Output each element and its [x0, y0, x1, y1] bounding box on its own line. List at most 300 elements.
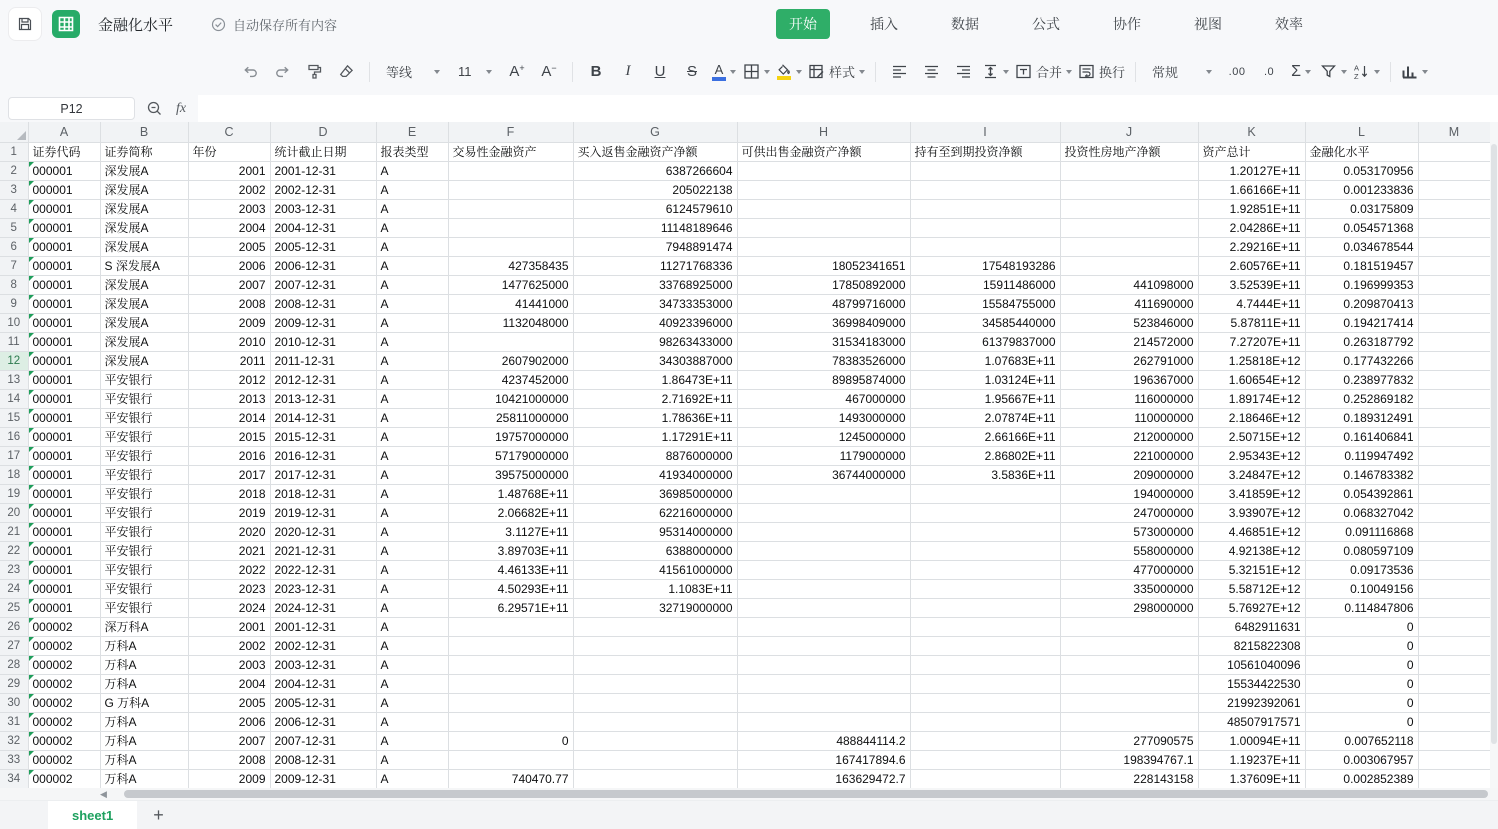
cell-J3[interactable] — [1060, 180, 1198, 199]
cell-M11[interactable] — [1418, 332, 1490, 351]
cell-A31[interactable]: 000002 — [28, 712, 100, 731]
cell-D4[interactable]: 2003-12-31 — [270, 199, 376, 218]
cell-D30[interactable]: 2005-12-31 — [270, 693, 376, 712]
cell-L14[interactable]: 0.252869182 — [1305, 389, 1418, 408]
sheet-tab-sheet1[interactable]: sheet1 — [48, 801, 137, 829]
cell-C29[interactable]: 2004 — [188, 674, 270, 693]
cell-G7[interactable]: 11271768336 — [573, 256, 737, 275]
cell-B25[interactable]: 平安银行 — [100, 598, 188, 617]
cell-A12[interactable]: 000001 — [28, 351, 100, 370]
cell-L28[interactable]: 0 — [1305, 655, 1418, 674]
cell-H9[interactable]: 48799716000 — [737, 294, 910, 313]
cell-H22[interactable] — [737, 541, 910, 560]
cell-I14[interactable]: 1.95667E+11 — [910, 389, 1060, 408]
cell-E22[interactable]: A — [376, 541, 448, 560]
cell-G27[interactable] — [573, 636, 737, 655]
cell-G18[interactable]: 41934000000 — [573, 465, 737, 484]
cell-L8[interactable]: 0.196999353 — [1305, 275, 1418, 294]
cell-L29[interactable]: 0 — [1305, 674, 1418, 693]
cell-G34[interactable] — [573, 769, 737, 788]
autosum-button[interactable]: Σ — [1288, 59, 1314, 85]
cell-J15[interactable]: 110000000 — [1060, 408, 1198, 427]
cell-A7[interactable]: 000001 — [28, 256, 100, 275]
cell-G8[interactable]: 33768925000 — [573, 275, 737, 294]
cell-J20[interactable]: 247000000 — [1060, 503, 1198, 522]
cell-C21[interactable]: 2020 — [188, 522, 270, 541]
cell-A27[interactable]: 000002 — [28, 636, 100, 655]
strikethrough-button[interactable]: S — [686, 63, 697, 80]
cell-G16[interactable]: 1.17291E+11 — [573, 427, 737, 446]
cell-B9[interactable]: 深发展A — [100, 294, 188, 313]
cell-K31[interactable]: 48507917571 — [1198, 712, 1305, 731]
cell-L13[interactable]: 0.238977832 — [1305, 370, 1418, 389]
cell-D28[interactable]: 2003-12-31 — [270, 655, 376, 674]
cell-A1[interactable]: 证券代码 — [28, 142, 100, 161]
cell-I22[interactable] — [910, 541, 1060, 560]
number-format-select[interactable]: 常规 — [1146, 59, 1218, 85]
cell-L11[interactable]: 0.263187792 — [1305, 332, 1418, 351]
cell-G2[interactable]: 6387266604 — [573, 161, 737, 180]
cell-G28[interactable] — [573, 655, 737, 674]
column-header-A[interactable]: A — [28, 122, 100, 142]
cell-G33[interactable] — [573, 750, 737, 769]
cell-E8[interactable]: A — [376, 275, 448, 294]
cell-I7[interactable]: 17548193286 — [910, 256, 1060, 275]
font-color-button[interactable]: A — [711, 59, 737, 85]
cell-E14[interactable]: A — [376, 389, 448, 408]
cell-L19[interactable]: 0.054392861 — [1305, 484, 1418, 503]
row-header-3[interactable]: 3 — [0, 180, 28, 199]
decrease-font-button[interactable]: A − — [541, 62, 557, 80]
cell-K30[interactable]: 21992392061 — [1198, 693, 1305, 712]
cell-A18[interactable]: 000001 — [28, 465, 100, 484]
cell-G26[interactable] — [573, 617, 737, 636]
cell-H21[interactable] — [737, 522, 910, 541]
cell-I6[interactable] — [910, 237, 1060, 256]
cell-M22[interactable] — [1418, 541, 1490, 560]
cell-J14[interactable]: 116000000 — [1060, 389, 1198, 408]
cell-H16[interactable]: 1245000000 — [737, 427, 910, 446]
cell-C22[interactable]: 2021 — [188, 541, 270, 560]
row-header-31[interactable]: 31 — [0, 712, 28, 731]
cell-H12[interactable]: 78383526000 — [737, 351, 910, 370]
cell-J27[interactable] — [1060, 636, 1198, 655]
cell-J33[interactable]: 198394767.1 — [1060, 750, 1198, 769]
cell-M13[interactable] — [1418, 370, 1490, 389]
cell-H20[interactable] — [737, 503, 910, 522]
cell-B26[interactable]: 深万科A — [100, 617, 188, 636]
cell-D24[interactable]: 2023-12-31 — [270, 579, 376, 598]
cell-F21[interactable]: 3.1127E+11 — [448, 522, 573, 541]
cell-D10[interactable]: 2009-12-31 — [270, 313, 376, 332]
add-sheet-button[interactable]: + — [153, 805, 164, 825]
cell-F7[interactable]: 427358435 — [448, 256, 573, 275]
cell-I18[interactable]: 3.5836E+11 — [910, 465, 1060, 484]
increase-decimal-button[interactable]: .00 — [1228, 65, 1246, 78]
cell-K2[interactable]: 1.20127E+11 — [1198, 161, 1305, 180]
cell-F4[interactable] — [448, 199, 573, 218]
cell-B2[interactable]: 深发展A — [100, 161, 188, 180]
cell-J10[interactable]: 523846000 — [1060, 313, 1198, 332]
cell-K32[interactable]: 1.00094E+11 — [1198, 731, 1305, 750]
cell-D5[interactable]: 2004-12-31 — [270, 218, 376, 237]
cell-G22[interactable]: 6388000000 — [573, 541, 737, 560]
cell-B29[interactable]: 万科A — [100, 674, 188, 693]
cell-K4[interactable]: 1.92851E+11 — [1198, 199, 1305, 218]
cell-B14[interactable]: 平安银行 — [100, 389, 188, 408]
cell-G11[interactable]: 98263433000 — [573, 332, 737, 351]
cell-B10[interactable]: 深发展A — [100, 313, 188, 332]
row-header-4[interactable]: 4 — [0, 199, 28, 218]
cell-I33[interactable] — [910, 750, 1060, 769]
cell-E17[interactable]: A — [376, 446, 448, 465]
cell-M28[interactable] — [1418, 655, 1490, 674]
column-header-E[interactable]: E — [376, 122, 448, 142]
cell-C27[interactable]: 2002 — [188, 636, 270, 655]
row-header-22[interactable]: 22 — [0, 541, 28, 560]
cell-K26[interactable]: 6482911631 — [1198, 617, 1305, 636]
cell-E24[interactable]: A — [376, 579, 448, 598]
row-header-28[interactable]: 28 — [0, 655, 28, 674]
cell-B33[interactable]: 万科A — [100, 750, 188, 769]
cell-M12[interactable] — [1418, 351, 1490, 370]
cell-G20[interactable]: 62216000000 — [573, 503, 737, 522]
cell-B31[interactable]: 万科A — [100, 712, 188, 731]
cell-E21[interactable]: A — [376, 522, 448, 541]
cell-L4[interactable]: 0.03175809 — [1305, 199, 1418, 218]
cell-D6[interactable]: 2005-12-31 — [270, 237, 376, 256]
cell-M24[interactable] — [1418, 579, 1490, 598]
cell-C2[interactable]: 2001 — [188, 161, 270, 180]
cell-M17[interactable] — [1418, 446, 1490, 465]
cell-M27[interactable] — [1418, 636, 1490, 655]
cell-K12[interactable]: 1.25818E+12 — [1198, 351, 1305, 370]
cell-D13[interactable]: 2012-12-31 — [270, 370, 376, 389]
cell-J8[interactable]: 441098000 — [1060, 275, 1198, 294]
cell-J18[interactable]: 209000000 — [1060, 465, 1198, 484]
cell-B8[interactable]: 深发展A — [100, 275, 188, 294]
cell-M16[interactable] — [1418, 427, 1490, 446]
cell-D11[interactable]: 2010-12-31 — [270, 332, 376, 351]
column-header-K[interactable]: K — [1198, 122, 1305, 142]
cell-H27[interactable] — [737, 636, 910, 655]
cell-F14[interactable]: 10421000000 — [448, 389, 573, 408]
cell-H10[interactable]: 36998409000 — [737, 313, 910, 332]
cell-I4[interactable] — [910, 199, 1060, 218]
cell-style-button[interactable]: 样式 — [808, 59, 865, 85]
cell-H2[interactable] — [737, 161, 910, 180]
vertical-align-button[interactable] — [982, 59, 1009, 85]
cell-D8[interactable]: 2007-12-31 — [270, 275, 376, 294]
cell-A26[interactable]: 000002 — [28, 617, 100, 636]
cell-B15[interactable]: 平安银行 — [100, 408, 188, 427]
row-header-34[interactable]: 34 — [0, 769, 28, 788]
cell-E23[interactable]: A — [376, 560, 448, 579]
cell-C32[interactable]: 2007 — [188, 731, 270, 750]
menu-tab-开始[interactable]: 开始 — [776, 9, 830, 39]
cell-K21[interactable]: 4.46851E+12 — [1198, 522, 1305, 541]
cell-J28[interactable] — [1060, 655, 1198, 674]
cell-I13[interactable]: 1.03124E+11 — [910, 370, 1060, 389]
cell-L31[interactable]: 0 — [1305, 712, 1418, 731]
cell-K33[interactable]: 1.19237E+11 — [1198, 750, 1305, 769]
cell-A16[interactable]: 000001 — [28, 427, 100, 446]
cell-L17[interactable]: 0.119947492 — [1305, 446, 1418, 465]
cell-J34[interactable]: 228143158 — [1060, 769, 1198, 788]
cell-H5[interactable] — [737, 218, 910, 237]
cell-B6[interactable]: 深发展A — [100, 237, 188, 256]
cell-B32[interactable]: 万科A — [100, 731, 188, 750]
cell-H8[interactable]: 17850892000 — [737, 275, 910, 294]
cell-M5[interactable] — [1418, 218, 1490, 237]
cell-K14[interactable]: 1.89174E+12 — [1198, 389, 1305, 408]
cell-L22[interactable]: 0.080597109 — [1305, 541, 1418, 560]
cell-I32[interactable] — [910, 731, 1060, 750]
underline-button[interactable]: U — [654, 63, 666, 80]
row-header-17[interactable]: 17 — [0, 446, 28, 465]
cell-E32[interactable]: A — [376, 731, 448, 750]
cell-L32[interactable]: 0.007652118 — [1305, 731, 1418, 750]
cell-E9[interactable]: A — [376, 294, 448, 313]
cell-D12[interactable]: 2011-12-31 — [270, 351, 376, 370]
cell-F6[interactable] — [448, 237, 573, 256]
eraser-button[interactable] — [333, 59, 359, 85]
cell-E19[interactable]: A — [376, 484, 448, 503]
cell-L26[interactable]: 0 — [1305, 617, 1418, 636]
cell-G1[interactable]: 买入返售金融资产净额 — [573, 142, 737, 161]
cell-D34[interactable]: 2009-12-31 — [270, 769, 376, 788]
format-painter-button[interactable] — [301, 59, 327, 85]
cell-I2[interactable] — [910, 161, 1060, 180]
cell-J24[interactable]: 335000000 — [1060, 579, 1198, 598]
cell-C24[interactable]: 2023 — [188, 579, 270, 598]
cell-M26[interactable] — [1418, 617, 1490, 636]
cell-L23[interactable]: 0.09173536 — [1305, 560, 1418, 579]
cell-A6[interactable]: 000001 — [28, 237, 100, 256]
cell-K15[interactable]: 2.18646E+12 — [1198, 408, 1305, 427]
cell-C18[interactable]: 2017 — [188, 465, 270, 484]
cell-M14[interactable] — [1418, 389, 1490, 408]
redo-button[interactable] — [269, 59, 295, 85]
cell-J11[interactable]: 214572000 — [1060, 332, 1198, 351]
cell-B24[interactable]: 平安银行 — [100, 579, 188, 598]
fx-icon[interactable]: fx — [176, 100, 187, 116]
cell-D14[interactable]: 2013-12-31 — [270, 389, 376, 408]
cell-I34[interactable] — [910, 769, 1060, 788]
cell-G13[interactable]: 1.86473E+11 — [573, 370, 737, 389]
cell-B4[interactable]: 深发展A — [100, 199, 188, 218]
cell-E18[interactable]: A — [376, 465, 448, 484]
cell-F22[interactable]: 3.89703E+11 — [448, 541, 573, 560]
scroll-left-icon[interactable]: ◀ — [100, 789, 107, 799]
cell-K13[interactable]: 1.60654E+12 — [1198, 370, 1305, 389]
cell-E33[interactable]: A — [376, 750, 448, 769]
cell-C17[interactable]: 2016 — [188, 446, 270, 465]
cell-F29[interactable] — [448, 674, 573, 693]
cell-I16[interactable]: 2.66166E+11 — [910, 427, 1060, 446]
cell-A4[interactable]: 000001 — [28, 199, 100, 218]
cell-C10[interactable]: 2009 — [188, 313, 270, 332]
cell-M31[interactable] — [1418, 712, 1490, 731]
row-header-27[interactable]: 27 — [0, 636, 28, 655]
menu-tab-插入[interactable]: 插入 — [870, 16, 898, 32]
row-header-21[interactable]: 21 — [0, 522, 28, 541]
cell-I23[interactable] — [910, 560, 1060, 579]
cell-H32[interactable]: 488844114.2 — [737, 731, 910, 750]
row-header-32[interactable]: 32 — [0, 731, 28, 750]
cell-A33[interactable]: 000002 — [28, 750, 100, 769]
cell-E4[interactable]: A — [376, 199, 448, 218]
cell-L21[interactable]: 0.091116868 — [1305, 522, 1418, 541]
row-header-16[interactable]: 16 — [0, 427, 28, 446]
cell-E15[interactable]: A — [376, 408, 448, 427]
sort-button[interactable] — [1353, 59, 1380, 85]
cell-K17[interactable]: 2.95343E+12 — [1198, 446, 1305, 465]
cell-H17[interactable]: 1179000000 — [737, 446, 910, 465]
borders-button[interactable] — [743, 59, 770, 85]
filter-button[interactable] — [1320, 59, 1347, 85]
column-header-G[interactable]: G — [573, 122, 737, 142]
cell-F5[interactable] — [448, 218, 573, 237]
cell-F31[interactable] — [448, 712, 573, 731]
cell-C19[interactable]: 2018 — [188, 484, 270, 503]
cell-D27[interactable]: 2002-12-31 — [270, 636, 376, 655]
cell-A28[interactable]: 000002 — [28, 655, 100, 674]
row-header-15[interactable]: 15 — [0, 408, 28, 427]
undo-button[interactable] — [237, 59, 263, 85]
cell-L30[interactable]: 0 — [1305, 693, 1418, 712]
cell-B3[interactable]: 深发展A — [100, 180, 188, 199]
cell-J32[interactable]: 277090575 — [1060, 731, 1198, 750]
cell-F27[interactable] — [448, 636, 573, 655]
cell-I9[interactable]: 15584755000 — [910, 294, 1060, 313]
cell-A34[interactable]: 000002 — [28, 769, 100, 788]
cell-I20[interactable] — [910, 503, 1060, 522]
cell-G6[interactable]: 7948891474 — [573, 237, 737, 256]
cell-C23[interactable]: 2022 — [188, 560, 270, 579]
column-header-H[interactable]: H — [737, 122, 910, 142]
column-header-I[interactable]: I — [910, 122, 1060, 142]
cell-I31[interactable] — [910, 712, 1060, 731]
menu-tab-效率[interactable]: 效率 — [1275, 16, 1303, 32]
fill-color-button[interactable] — [776, 59, 802, 85]
cell-A10[interactable]: 000001 — [28, 313, 100, 332]
cell-C7[interactable]: 2006 — [188, 256, 270, 275]
cell-C34[interactable]: 2009 — [188, 769, 270, 788]
cell-C33[interactable]: 2008 — [188, 750, 270, 769]
cell-F16[interactable]: 19757000000 — [448, 427, 573, 446]
cell-A22[interactable]: 000001 — [28, 541, 100, 560]
cell-A13[interactable]: 000001 — [28, 370, 100, 389]
cell-J4[interactable] — [1060, 199, 1198, 218]
cell-L3[interactable]: 0.001233836 — [1305, 180, 1418, 199]
cell-B27[interactable]: 万科A — [100, 636, 188, 655]
cell-I30[interactable] — [910, 693, 1060, 712]
row-header-19[interactable]: 19 — [0, 484, 28, 503]
cell-E31[interactable]: A — [376, 712, 448, 731]
cell-C9[interactable]: 2008 — [188, 294, 270, 313]
cell-B30[interactable]: G 万科A — [100, 693, 188, 712]
cell-D23[interactable]: 2022-12-31 — [270, 560, 376, 579]
column-header-D[interactable]: D — [270, 122, 376, 142]
cell-F17[interactable]: 57179000000 — [448, 446, 573, 465]
cell-K3[interactable]: 1.66166E+11 — [1198, 180, 1305, 199]
font-size-select[interactable]: 11 — [452, 59, 498, 85]
cell-D32[interactable]: 2007-12-31 — [270, 731, 376, 750]
cell-E27[interactable]: A — [376, 636, 448, 655]
cell-I11[interactable]: 61379837000 — [910, 332, 1060, 351]
row-header-25[interactable]: 25 — [0, 598, 28, 617]
cell-H1[interactable]: 可供出售金融资产净额 — [737, 142, 910, 161]
cell-M21[interactable] — [1418, 522, 1490, 541]
cell-I27[interactable] — [910, 636, 1060, 655]
cell-M29[interactable] — [1418, 674, 1490, 693]
cell-D33[interactable]: 2008-12-31 — [270, 750, 376, 769]
cell-F3[interactable] — [448, 180, 573, 199]
cell-B19[interactable]: 平安银行 — [100, 484, 188, 503]
cell-F23[interactable]: 4.46133E+11 — [448, 560, 573, 579]
row-header-10[interactable]: 10 — [0, 313, 28, 332]
cell-F28[interactable] — [448, 655, 573, 674]
row-header-9[interactable]: 9 — [0, 294, 28, 313]
cell-G29[interactable] — [573, 674, 737, 693]
cell-K34[interactable]: 1.37609E+11 — [1198, 769, 1305, 788]
cell-F8[interactable]: 1477625000 — [448, 275, 573, 294]
cell-J6[interactable] — [1060, 237, 1198, 256]
formula-input[interactable] — [198, 95, 1498, 122]
cell-I5[interactable] — [910, 218, 1060, 237]
cell-D21[interactable]: 2020-12-31 — [270, 522, 376, 541]
align-left-button[interactable] — [886, 59, 912, 85]
cell-C11[interactable]: 2010 — [188, 332, 270, 351]
cell-K28[interactable]: 10561040096 — [1198, 655, 1305, 674]
cell-L24[interactable]: 0.10049156 — [1305, 579, 1418, 598]
cell-L27[interactable]: 0 — [1305, 636, 1418, 655]
cell-H15[interactable]: 1493000000 — [737, 408, 910, 427]
cell-L1[interactable]: 金融化水平 — [1305, 142, 1418, 161]
cell-F30[interactable] — [448, 693, 573, 712]
align-center-button[interactable] — [918, 59, 944, 85]
cell-E29[interactable]: A — [376, 674, 448, 693]
cell-C16[interactable]: 2015 — [188, 427, 270, 446]
cell-C12[interactable]: 2011 — [188, 351, 270, 370]
column-header-F[interactable]: F — [448, 122, 573, 142]
cell-I17[interactable]: 2.86802E+11 — [910, 446, 1060, 465]
cell-K11[interactable]: 7.27207E+11 — [1198, 332, 1305, 351]
cell-L18[interactable]: 0.146783382 — [1305, 465, 1418, 484]
cell-J13[interactable]: 196367000 — [1060, 370, 1198, 389]
align-right-button[interactable] — [950, 59, 976, 85]
cell-E26[interactable]: A — [376, 617, 448, 636]
cell-B5[interactable]: 深发展A — [100, 218, 188, 237]
row-header-12[interactable]: 12 — [0, 351, 28, 370]
cell-J17[interactable]: 221000000 — [1060, 446, 1198, 465]
cell-H24[interactable] — [737, 579, 910, 598]
cell-J23[interactable]: 477000000 — [1060, 560, 1198, 579]
cell-F18[interactable]: 39575000000 — [448, 465, 573, 484]
increase-font-button[interactable]: A + — [509, 62, 525, 80]
cell-L16[interactable]: 0.161406841 — [1305, 427, 1418, 446]
cell-C13[interactable]: 2012 — [188, 370, 270, 389]
cell-H34[interactable]: 163629472.7 — [737, 769, 910, 788]
horizontal-scrollbar[interactable] — [124, 790, 1488, 798]
cell-L33[interactable]: 0.003067957 — [1305, 750, 1418, 769]
cell-C28[interactable]: 2003 — [188, 655, 270, 674]
cell-C25[interactable]: 2024 — [188, 598, 270, 617]
cell-D26[interactable]: 2001-12-31 — [270, 617, 376, 636]
cell-J16[interactable]: 212000000 — [1060, 427, 1198, 446]
cell-K9[interactable]: 4.7444E+11 — [1198, 294, 1305, 313]
